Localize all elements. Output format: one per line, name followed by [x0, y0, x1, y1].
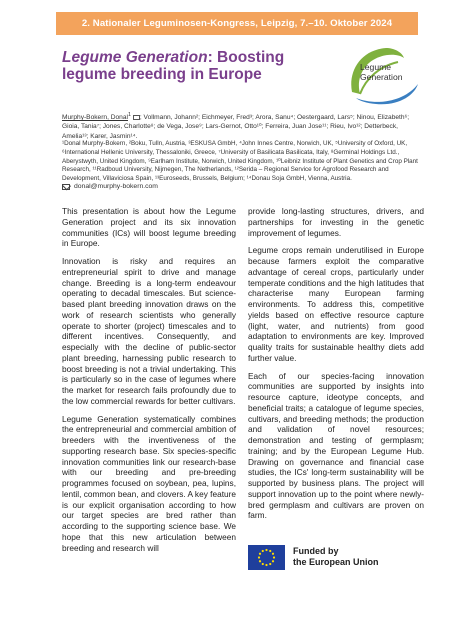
right-paragraph-3: Each of our species-facing innovation communities are supported by insights into resource capture, ideotype concepts, and beneficial traits; a catalogue of legume species, cultivars, and breeding methods; the production and validation of novel resources; demonstration and testing of germplasm; training; and by the European Legume Hub. Drawing on governance and financial case studies, the ICs' long-term sustainability will be supported by business plans. The project will support innovation up to the point where newly-bred germplasm and cultivars are proven on farm.	[248, 370, 424, 521]
right-paragraph-2: Legume crops remain underutilised in Europe because farmers exploit the comparative advantage of cereal crops, particularly under temperate conditions and the high latitudes that characterise many European farming environments. To address this, competitive yields based on effective resource capture (light, water, and nutrients) from good adaptation to environments are key. Improved quality traits for sustainable healthy diets add further value.	[248, 245, 424, 363]
left-column	[62, 206, 236, 560]
logo-line2: Generation	[360, 72, 403, 82]
other-authors: ; Vollmann, Johann²; Eichmeyer, Fred³; Arora, Sanu⁴; Oestergaard, Lars⁵; Ninou, Elizabeth⁶; Gioia, Tania⁷; Jones, Charlotte⁸; de Vega, Jose⁹; Lars-Gernot, Otto¹⁰; Ferreira, Juan Jose¹¹; Rieu, Ivo¹²; Detterbeck, Amelia¹³; Karer, Jasmin¹⁴.	[62, 114, 410, 140]
eu-flag-icon	[248, 545, 285, 570]
author-list	[62, 111, 422, 141]
funding-notice	[248, 544, 428, 570]
contact	[62, 183, 158, 190]
left-paragraph-2: Innovation is risky and requires an entrepreneurial spirit to drive and manage change. Breeding is a long-term endeavour operating to decadal timescales. But science-based plant breeding innovation draws on the work of research scientists who generally operate to shorter (project) timescales and to different incentives. Consequently, and especially with the decline of public-sector plant breeding, harnessing public research to boost breeding is not a trivial undertaking. This is particularly so in the case of legumes where the market for research fails profoundly due to the low commercial rewards for better cultivars.	[62, 256, 236, 406]
left-paragraph-1: This presentation is about how the Legume Generation project and its six innovation communities (ICs) will boost legume breeding in Europe.	[62, 206, 236, 249]
first-author-sup: 1	[127, 112, 132, 118]
title-emphasis: Legume Generation	[62, 49, 208, 66]
first-author: Murphy-Bokern, Donal	[62, 114, 128, 122]
mail-icon	[62, 184, 70, 190]
logo-line1: Legume	[360, 62, 392, 72]
logo-text	[360, 62, 403, 82]
funding-line2: the European Union	[293, 557, 379, 567]
right-column	[248, 206, 424, 528]
left-paragraph-3: Legume Generation systematically combines the entrepreneurial and commercial ambition of breeders with the inventiveness of the supporting research base. Six species-specific innovation communities link our research-base with our breeding and pre-breeding programmes focused on soybean, pea, lupins, lentil, common bean, and clovers. A key feature is our explicit organisation according to how our target species are bred rather than according to the supporting science base. We hope that this new articulation between breeding and research will	[62, 413, 236, 553]
title-rest: : Boosting legume breeding in Europe	[62, 49, 285, 83]
mail-small-icon	[133, 115, 140, 120]
right-paragraph-1: provide long-lasting structures, drivers, and partnerships for investing in the genetic improvement of legumes.	[248, 206, 424, 238]
conference-banner: 2. Nationaler Leguminosen-Kongress, Leipzig, 7.–10. Oktober 2024	[56, 12, 418, 35]
funding-text	[293, 546, 379, 568]
page-title	[62, 49, 332, 83]
contact-email[interactable]: donal@murphy-bokern.com	[74, 183, 158, 190]
affiliations: ¹Donal Murphy-Bokern, ²Boku, Tulln, Austria, ³ESKUSA GmbH, ⁴John Innes Centre, Norwich, UK, ⁵University of Oxford, UK, ⁶International Hellenic University, Thessaloniki, Greece, ⁷University of Basilicata Basilicata, Italy, ⁸Germinal Holdings Ltd., Aberystwyth, United Kingdom, ⁹Earlham Institute, Norwich, United Kingdom, ¹⁰Leibniz Institute of Plant Genetics and Crop Plant Research, ¹¹Radboud University, Nijmegen, The Netherlands, ¹²Serida – Regional Service for Agrofood Research and Development, Villaviciosa Spain, ¹³Euroseeds, Brussels, Belgium; ¹⁴Donau Soja GmbH, Vienna, Austria.	[62, 140, 418, 183]
funding-line1: Funded by	[293, 546, 339, 556]
